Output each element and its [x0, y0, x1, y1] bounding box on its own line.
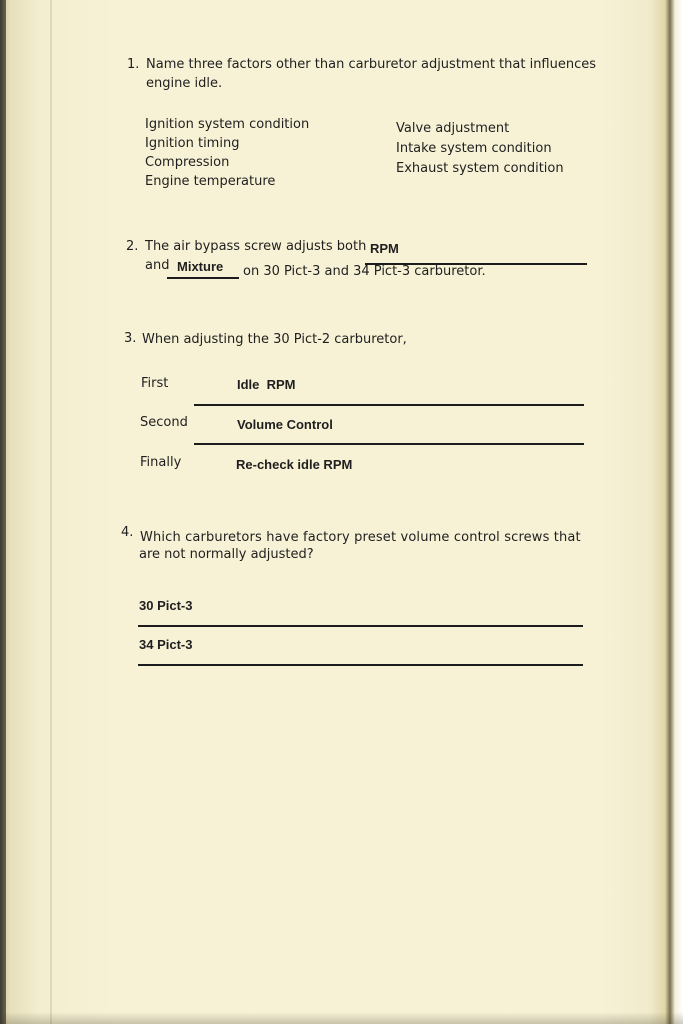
fill-in-answer: Volume Control	[237, 417, 333, 432]
answer-line	[138, 625, 583, 627]
step-label: First	[141, 376, 169, 391]
answer-item: Engine temperature	[145, 174, 276, 189]
question-text: on 30 Pict-3 and 34 Pict-3 carburetor.	[243, 264, 486, 279]
question-text: Which carburetors have factory preset volume control screws that	[140, 530, 581, 545]
answer-line	[138, 664, 583, 666]
question-number: 3.	[124, 331, 137, 346]
fill-in-answer: 30 Pict-3	[139, 598, 193, 613]
question-number: 4.	[121, 525, 134, 540]
answer-line	[194, 404, 584, 406]
answer-item: Ignition timing	[145, 136, 240, 151]
answer-item: Ignition system condition	[145, 117, 310, 132]
question-number: 2.	[126, 239, 139, 254]
page-bottom-shadow	[0, 1012, 683, 1024]
question-text: When adjusting the 30 Pict-2 carburetor,	[142, 332, 407, 347]
question-text: and	[145, 258, 170, 273]
step-label: Finally	[140, 455, 182, 470]
answer-item: Valve adjustment	[396, 121, 510, 136]
question-text-cont: are not normally adjusted?	[139, 547, 314, 562]
answer-line	[194, 443, 584, 445]
question-number: 1.	[127, 57, 140, 72]
fill-in-answer: Mixture	[177, 259, 224, 274]
answer-item: Exhaust system condition	[396, 161, 564, 176]
question-text-cont: engine idle.	[146, 76, 223, 91]
page-fold	[50, 0, 52, 1024]
question-text: The air bypass screw adjusts both	[145, 239, 367, 254]
book-binding-edge	[0, 0, 6, 1024]
fill-in-answer: RPM	[370, 241, 399, 256]
fill-in-answer: Re-check idle RPM	[236, 457, 353, 472]
fill-in-answer: Idle RPM	[237, 377, 296, 392]
answer-item: Intake system condition	[396, 141, 552, 156]
answer-item: Compression	[145, 155, 230, 170]
answer-line	[167, 277, 239, 279]
fill-in-answer: 34 Pict-3	[139, 637, 193, 652]
question-text: Name three factors other than carburetor adjustment that influences	[146, 57, 597, 72]
step-label: Second	[140, 415, 188, 430]
